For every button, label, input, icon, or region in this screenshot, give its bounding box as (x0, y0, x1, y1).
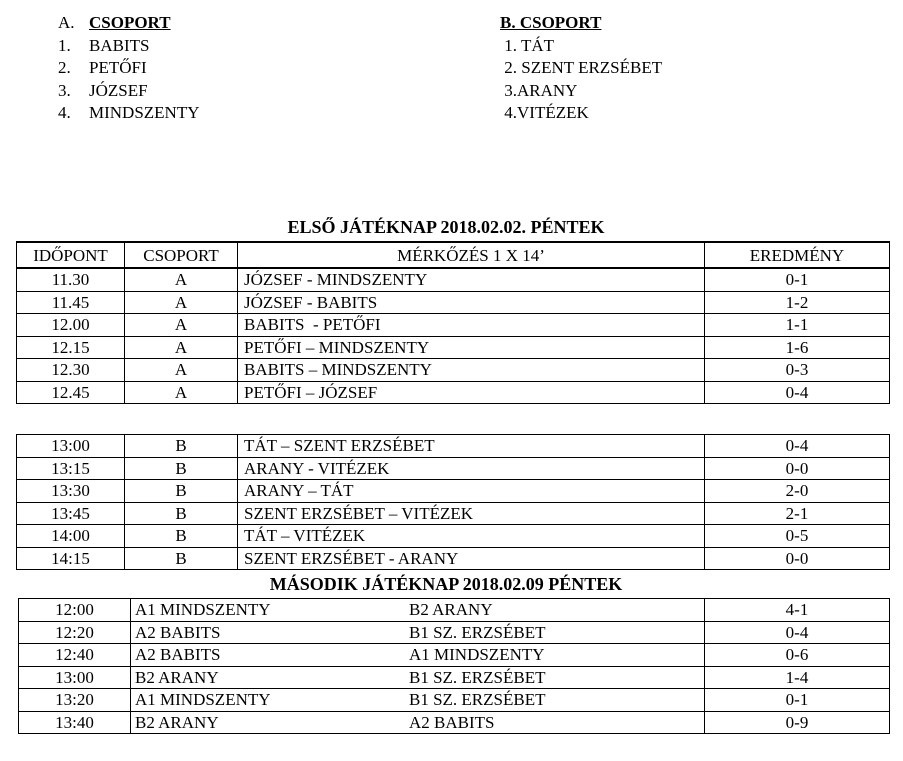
home-team: A2 BABITS (135, 622, 221, 642)
result-cell: 1-4 (705, 666, 890, 689)
result-cell: 4-1 (705, 599, 890, 622)
result-cell: 0-6 (705, 644, 890, 667)
home-team: B2 ARANY (135, 667, 219, 687)
time-cell: 13:45 (17, 502, 125, 525)
match-cell: BABITS - PETŐFI (238, 314, 705, 337)
match-cell (131, 689, 705, 712)
time-cell: 14:15 (17, 547, 125, 570)
match-cell (131, 666, 705, 689)
table-row (17, 480, 890, 503)
table-row (19, 666, 890, 689)
result-cell: 0-1 (705, 268, 890, 291)
match-cell: PETŐFI – MINDSZENTY (238, 336, 705, 359)
match-cell (131, 711, 705, 734)
group-cell: A (125, 381, 238, 404)
header-match: MÉRKŐZÉS 1 X 14’ (238, 242, 705, 268)
group-cell: B (125, 502, 238, 525)
team-name: JÓZSEF (89, 80, 148, 100)
group-a-team (58, 57, 200, 80)
match-cell (131, 599, 705, 622)
match-cell: PETŐFI – JÓZSEF (238, 381, 705, 404)
home-team: A1 MINDSZENTY (135, 690, 271, 709)
match-cell: ARANY - VITÉZEK (238, 457, 705, 480)
team-number: 2. (58, 58, 71, 78)
table-row (17, 336, 890, 359)
group-a-team (58, 80, 200, 103)
match-cell: TÁT – VITÉZEK (238, 525, 705, 548)
result-cell: 0-4 (705, 381, 890, 404)
away-team: B1 SZ. ERZSÉBET (409, 690, 546, 709)
time-cell: 13:20 (19, 689, 131, 712)
header-time: IDŐPONT (17, 242, 125, 268)
group-a-team (58, 102, 200, 125)
table-row (19, 621, 890, 644)
group-a-list (58, 12, 200, 125)
table-row (17, 291, 890, 314)
result-cell: 1-1 (705, 314, 890, 337)
match-cell: JÓZSEF - BABITS (238, 291, 705, 314)
team-number: 1. (58, 35, 71, 55)
time-cell: 13:40 (19, 711, 131, 734)
group-cell: B (125, 525, 238, 548)
time-cell: 12.15 (17, 336, 125, 359)
match-cell (131, 644, 705, 667)
result-cell: 0-0 (705, 547, 890, 570)
time-cell: 12:40 (19, 644, 131, 667)
day1-title: ELSŐ JÁTÉKNAP 2018.02.02. PÉNTEK (287, 217, 605, 237)
day2-title: MÁSODIK JÁTÉKNAP 2018.02.09 PÉNTEK (269, 574, 623, 594)
match-cell: JÓZSEF - MINDSZENTY (238, 268, 705, 291)
result-cell: 0-1 (705, 689, 890, 712)
home-team: B2 ARANY (135, 712, 219, 732)
time-cell: 12.00 (17, 314, 125, 337)
time-cell: 12.30 (17, 359, 125, 382)
group-b-team: 3.ARANY (500, 80, 578, 100)
group-a-header (58, 12, 200, 35)
match-cell: BABITS – MINDSZENTY (238, 359, 705, 382)
group-cell: A (125, 291, 238, 314)
group-cell: B (125, 547, 238, 570)
away-team: B1 SZ. ERZSÉBET (409, 622, 546, 642)
time-cell: 13:00 (19, 666, 131, 689)
group-b-team: 2. SZENT ERZSÉBET (500, 58, 663, 78)
away-team: B2 ARANY (409, 600, 493, 619)
team-name: PETŐFI (89, 58, 147, 78)
home-team: A1 MINDSZENTY (135, 600, 271, 619)
table-row (17, 502, 890, 525)
table-row (17, 359, 890, 382)
time-cell: 12:00 (19, 599, 131, 622)
away-team: A2 BABITS (409, 712, 495, 732)
group-cell: A (125, 268, 238, 291)
away-team: A1 MINDSZENTY (409, 645, 545, 664)
match-cell: SZENT ERZSÉBET – VITÉZEK (238, 502, 705, 525)
match-cell: ARANY – TÁT (238, 480, 705, 503)
day1-group-a-table (16, 241, 890, 404)
away-team: B1 SZ. ERZSÉBET (409, 667, 546, 687)
table-row (17, 525, 890, 548)
result-cell: 1-2 (705, 291, 890, 314)
group-b-header: B. CSOPORT (500, 13, 602, 32)
table-row (17, 268, 890, 291)
result-cell: 2-0 (705, 480, 890, 503)
match-cell (131, 621, 705, 644)
group-cell: B (125, 435, 238, 458)
time-cell: 11.30 (17, 268, 125, 291)
team-number: 4. (58, 103, 71, 123)
result-cell: 0-4 (705, 435, 890, 458)
time-cell: 14:00 (17, 525, 125, 548)
time-cell: 11.45 (17, 291, 125, 314)
group-cell: A (125, 314, 238, 337)
day2-table (18, 598, 890, 734)
result-cell: 1-6 (705, 336, 890, 359)
table-row (17, 435, 890, 458)
result-cell: 0-4 (705, 621, 890, 644)
result-cell: 0-5 (705, 525, 890, 548)
match-cell: SZENT ERZSÉBET - ARANY (238, 547, 705, 570)
header-group: CSOPORT (125, 242, 238, 268)
time-cell: 12.45 (17, 381, 125, 404)
group-b-team: 1. TÁT (500, 35, 554, 55)
day1-group-b-table (16, 434, 890, 570)
group-b-list (500, 12, 662, 125)
time-cell: 13:15 (17, 457, 125, 480)
time-cell: 13:00 (17, 435, 125, 458)
time-cell: 13:30 (17, 480, 125, 503)
group-a-team (58, 35, 200, 58)
team-number: 3. (58, 80, 71, 100)
result-cell: 0-3 (705, 359, 890, 382)
group-cell: B (125, 457, 238, 480)
result-cell: 0-0 (705, 457, 890, 480)
table-row (19, 689, 890, 712)
group-a-letter: A. (58, 13, 75, 32)
table-row (19, 599, 890, 622)
table-row (19, 711, 890, 734)
group-cell: A (125, 336, 238, 359)
group-b-team: 4.VITÉZEK (500, 103, 589, 123)
team-name: BABITS (89, 35, 150, 55)
table-row (17, 547, 890, 570)
result-cell: 0-9 (705, 711, 890, 734)
table-row (17, 381, 890, 404)
table-header-row (17, 242, 890, 268)
table-row (19, 644, 890, 667)
result-cell: 2-1 (705, 502, 890, 525)
home-team: A2 BABITS (135, 645, 221, 664)
time-cell: 12:20 (19, 621, 131, 644)
group-a-title: CSOPORT (89, 13, 171, 32)
table-row (17, 314, 890, 337)
table-row (17, 457, 890, 480)
header-result: EREDMÉNY (705, 242, 890, 268)
group-cell: A (125, 359, 238, 382)
match-cell: TÁT – SZENT ERZSÉBET (238, 435, 705, 458)
team-name: MINDSZENTY (89, 103, 200, 123)
group-cell: B (125, 480, 238, 503)
